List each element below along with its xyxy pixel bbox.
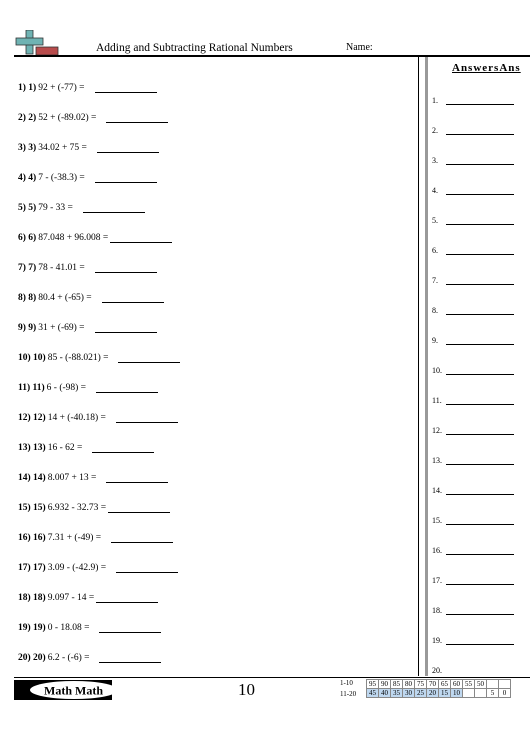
answer-key-item bbox=[432, 271, 528, 285]
problem-expression: 34.02 + 75 = bbox=[38, 143, 87, 153]
score-cell: 45 bbox=[367, 689, 379, 698]
answer-key-item bbox=[432, 241, 528, 255]
problem-item bbox=[18, 163, 157, 183]
problem-expression: 52 + (-89.02) = bbox=[38, 113, 97, 123]
score-cell: 65 bbox=[439, 680, 451, 689]
problem-number: 14) 14) bbox=[18, 473, 46, 483]
answer-blank[interactable] bbox=[83, 202, 145, 213]
answer-key-label: 14. bbox=[432, 486, 442, 495]
answer-blank[interactable] bbox=[102, 292, 164, 303]
problem-item bbox=[18, 193, 145, 213]
score-row bbox=[367, 680, 511, 689]
answer-key-label: 2. bbox=[432, 126, 438, 135]
score-cell: 40 bbox=[379, 689, 391, 698]
answer-key-item bbox=[432, 391, 528, 405]
answer-blank[interactable] bbox=[96, 382, 158, 393]
answer-blank[interactable] bbox=[95, 262, 157, 273]
answer-blank[interactable] bbox=[116, 562, 178, 573]
problem-item bbox=[18, 343, 180, 363]
header-rule bbox=[14, 55, 530, 57]
math-banner-logo bbox=[14, 680, 112, 700]
answer-key-item bbox=[432, 331, 528, 345]
problem-expression: 8.007 + 13 = bbox=[47, 473, 97, 483]
answer-key-line[interactable] bbox=[446, 396, 514, 405]
answer-key-label: 17. bbox=[432, 576, 442, 585]
answer-key-item bbox=[432, 211, 528, 225]
answer-key-line[interactable] bbox=[446, 576, 514, 585]
problem-number: 9) 9) bbox=[18, 323, 37, 333]
score-row-1-label: 1-10 bbox=[340, 679, 353, 687]
problem-item bbox=[18, 583, 158, 603]
page-number: 10 bbox=[238, 680, 255, 699]
answer-key-label: 11. bbox=[432, 396, 442, 405]
answer-key-line[interactable] bbox=[446, 186, 514, 195]
answer-key-item bbox=[432, 151, 528, 165]
answer-key-item bbox=[432, 91, 528, 105]
score-cell: 90 bbox=[379, 680, 391, 689]
answer-key-line[interactable] bbox=[446, 426, 514, 435]
problem-item bbox=[18, 493, 170, 513]
problem-item bbox=[18, 103, 168, 123]
answer-key-label: 16. bbox=[432, 546, 442, 555]
problem-item bbox=[18, 283, 164, 303]
answer-key-label: 13. bbox=[432, 456, 442, 465]
problem-expression: 85 - (-88.021) = bbox=[47, 353, 109, 363]
problem-expression: 31 + (-69) = bbox=[38, 323, 85, 333]
score-cell: 85 bbox=[391, 680, 403, 689]
footer-rule bbox=[14, 677, 530, 678]
score-cell: 20 bbox=[427, 689, 439, 698]
answer-key-line[interactable] bbox=[446, 216, 514, 225]
problem-item bbox=[18, 643, 161, 663]
problem-expression: 92 + (-77) = bbox=[38, 83, 85, 93]
worksheet-title: Adding and Subtracting Rational Numbers bbox=[96, 42, 293, 54]
problem-item bbox=[18, 223, 172, 243]
problem-expression: 14 + (-40.18) = bbox=[47, 413, 106, 423]
answer-blank[interactable] bbox=[110, 232, 172, 243]
problem-expression: 78 - 41.01 = bbox=[38, 263, 85, 273]
answer-blank[interactable] bbox=[106, 112, 168, 123]
answer-key-label: 5. bbox=[432, 216, 438, 225]
answer-key-line[interactable] bbox=[446, 606, 514, 615]
math-logo-icon bbox=[14, 30, 60, 56]
problem-number: 1) 1) bbox=[18, 83, 37, 93]
score-cell: 0 bbox=[499, 689, 511, 698]
answer-blank[interactable] bbox=[118, 352, 180, 363]
answer-key-item bbox=[432, 511, 528, 525]
problem-number: 8) 8) bbox=[18, 293, 37, 303]
answer-key-line[interactable] bbox=[446, 156, 514, 165]
answer-key-line[interactable] bbox=[446, 306, 514, 315]
answer-key-item bbox=[432, 601, 528, 615]
answer-key-label: 3. bbox=[432, 156, 438, 165]
problem-number: 10) 10) bbox=[18, 353, 46, 363]
brand-text: Math Math bbox=[44, 683, 103, 698]
column-divider-shadow bbox=[425, 57, 428, 676]
problem-number: 18) 18) bbox=[18, 593, 46, 603]
answer-key-line[interactable] bbox=[446, 516, 514, 525]
problem-number: 2) 2) bbox=[18, 113, 37, 123]
problem-expression: 3.09 - (-42.9) = bbox=[47, 563, 107, 573]
problem-number: 15) 15) bbox=[18, 503, 46, 513]
problem-expression: 9.097 - 14 = bbox=[47, 593, 95, 603]
answer-key-line[interactable] bbox=[446, 366, 514, 375]
problem-number: 19) 19) bbox=[18, 623, 46, 633]
problem-number: 6) 6) bbox=[18, 233, 37, 243]
answer-key-line[interactable] bbox=[446, 96, 514, 105]
answer-key-item bbox=[432, 571, 528, 585]
problem-number: 20) 20) bbox=[18, 653, 46, 663]
problem-expression: 6 - (-98) = bbox=[46, 383, 87, 393]
answer-key-label: 10. bbox=[432, 366, 442, 375]
column-divider bbox=[418, 57, 419, 676]
score-cell: 70 bbox=[427, 680, 439, 689]
problem-number: 17) 17) bbox=[18, 563, 46, 573]
answer-blank[interactable] bbox=[106, 472, 168, 483]
score-cell: 30 bbox=[403, 689, 415, 698]
answer-key-line[interactable] bbox=[446, 636, 514, 645]
answer-blank[interactable] bbox=[116, 412, 178, 423]
problem-number: 5) 5) bbox=[18, 203, 37, 213]
answer-key-item bbox=[432, 481, 528, 495]
score-cell: 10 bbox=[451, 689, 463, 698]
problem-item bbox=[18, 73, 157, 93]
answer-blank[interactable] bbox=[99, 652, 161, 663]
score-cell: 15 bbox=[439, 689, 451, 698]
problem-item bbox=[18, 613, 161, 633]
score-cell: 95 bbox=[367, 680, 379, 689]
problem-expression: 79 - 33 = bbox=[38, 203, 73, 213]
score-cell: 55 bbox=[463, 680, 475, 689]
problem-item bbox=[18, 463, 168, 483]
answer-key-item bbox=[432, 301, 528, 315]
answer-key-label: 8. bbox=[432, 306, 438, 315]
name-label: Name: bbox=[346, 42, 373, 53]
score-cell: 5 bbox=[487, 689, 499, 698]
score-cell: 75 bbox=[415, 680, 427, 689]
problem-number: 11) 11) bbox=[18, 383, 45, 393]
problem-number: 16) 16) bbox=[18, 533, 46, 543]
answer-key-line[interactable] bbox=[446, 456, 514, 465]
problem-number: 12) 12) bbox=[18, 413, 46, 423]
problem-expression: 87.048 + 96.008 = bbox=[38, 233, 109, 243]
problem-number: 13) 13) bbox=[18, 443, 46, 453]
answer-key-line[interactable] bbox=[446, 336, 514, 345]
problem-expression: 6.2 - (-6) = bbox=[47, 653, 90, 663]
problem-item bbox=[18, 523, 173, 543]
answer-key-label: 15. bbox=[432, 516, 442, 525]
problem-item bbox=[18, 313, 157, 333]
answer-key-line[interactable] bbox=[446, 246, 514, 255]
score-row bbox=[367, 689, 511, 698]
problem-item bbox=[18, 373, 158, 393]
answer-blank[interactable] bbox=[111, 532, 173, 543]
problem-item bbox=[18, 553, 178, 573]
score-cell bbox=[499, 680, 511, 689]
answer-key-item bbox=[432, 631, 528, 645]
score-row-2-label: 11-20 bbox=[340, 690, 357, 698]
answer-key-item bbox=[432, 451, 528, 465]
score-cell: 60 bbox=[451, 680, 463, 689]
problem-number: 7) 7) bbox=[18, 263, 37, 273]
score-cell: 50 bbox=[475, 680, 487, 689]
answer-key-label: 7. bbox=[432, 276, 438, 285]
answer-blank[interactable] bbox=[108, 502, 170, 513]
problem-number: 4) 4) bbox=[18, 173, 37, 183]
problem-expression: 6.932 - 32.73 = bbox=[47, 503, 107, 513]
answer-key-item bbox=[432, 181, 528, 195]
score-cell: 25 bbox=[415, 689, 427, 698]
problem-expression: 7 - (-38.3) = bbox=[38, 173, 85, 183]
problem-expression: 7.31 + (-49) = bbox=[47, 533, 102, 543]
score-cell bbox=[487, 680, 499, 689]
answer-blank[interactable] bbox=[99, 622, 161, 633]
score-cell: 80 bbox=[403, 680, 415, 689]
answer-key-item bbox=[432, 361, 528, 375]
problem-expression: 80.4 + (-65) = bbox=[38, 293, 92, 303]
problem-item bbox=[18, 253, 157, 273]
problem-number: 3) 3) bbox=[18, 143, 37, 153]
answer-blank[interactable] bbox=[95, 322, 157, 333]
answer-blank[interactable] bbox=[95, 82, 157, 93]
answer-blank[interactable] bbox=[97, 142, 159, 153]
score-table bbox=[366, 679, 511, 698]
answer-key-label: 20. bbox=[432, 666, 442, 675]
answer-key-label: 4. bbox=[432, 186, 438, 195]
answers-title: AnswersAns bbox=[452, 62, 521, 74]
answer-key-line[interactable] bbox=[446, 276, 514, 285]
answer-key-line[interactable] bbox=[446, 546, 514, 555]
answer-key-item bbox=[432, 421, 528, 435]
score-cell bbox=[475, 689, 487, 698]
answer-key-label: 19. bbox=[432, 636, 442, 645]
answer-key-line[interactable] bbox=[446, 126, 514, 135]
answer-key-item bbox=[432, 541, 528, 555]
answer-key-label: 1. bbox=[432, 96, 438, 105]
answer-blank[interactable] bbox=[95, 172, 157, 183]
answer-key-line[interactable] bbox=[446, 486, 514, 495]
score-cell bbox=[463, 689, 475, 698]
problem-item bbox=[18, 403, 178, 423]
answer-key-label: 18. bbox=[432, 606, 442, 615]
answer-key-item bbox=[432, 121, 528, 135]
answer-key-label: 9. bbox=[432, 336, 438, 345]
score-cell: 35 bbox=[391, 689, 403, 698]
problem-item bbox=[18, 433, 154, 453]
answer-key-label: 6. bbox=[432, 246, 438, 255]
problem-expression: 0 - 18.08 = bbox=[47, 623, 90, 633]
answer-blank[interactable] bbox=[92, 442, 154, 453]
problem-item bbox=[18, 133, 159, 153]
problem-expression: 16 - 62 = bbox=[47, 443, 83, 453]
answer-key-label: 12. bbox=[432, 426, 442, 435]
answer-blank[interactable] bbox=[96, 592, 158, 603]
answer-key-item bbox=[432, 661, 528, 675]
